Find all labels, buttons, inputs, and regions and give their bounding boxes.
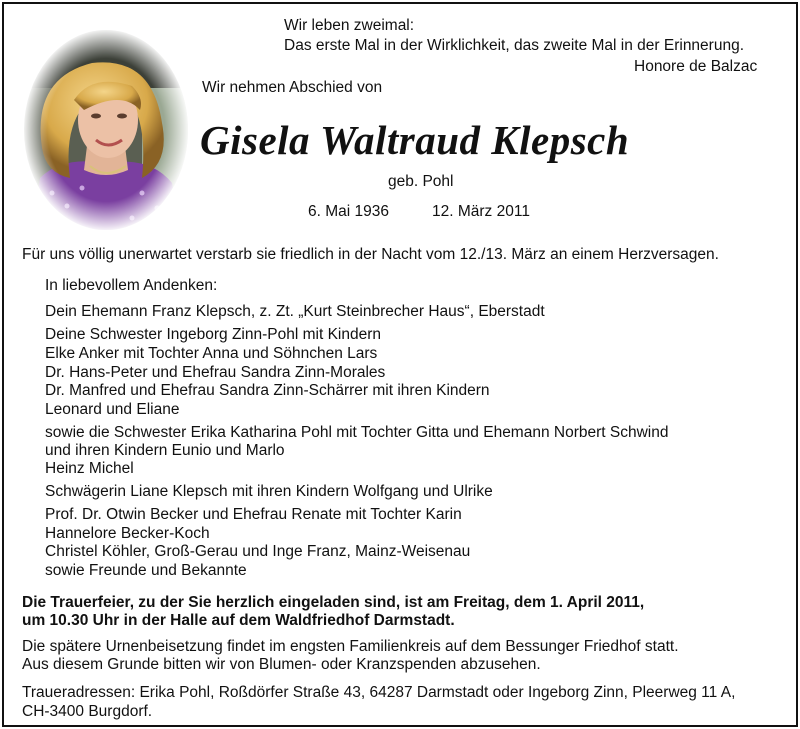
birth-date: 6. Mai 1936	[308, 203, 389, 220]
address-line-2: CH-3400 Burgdorf.	[22, 703, 153, 720]
quote-line-1: Wir leben zweimal:	[284, 17, 415, 34]
address-line-1: Traueradressen: Erika Pohl, Roßdörfer Straße 43, 64287 Darmstadt oder Ingeborg Zinn, Pleerweg 11 A,	[22, 684, 736, 701]
mourner-line: Hannelore Becker-Koch	[45, 525, 210, 542]
quote-author: Honore de Balzac	[634, 58, 758, 75]
mourner-line: Prof. Dr. Otwin Becker und Ehefrau Renate mit Tochter Karin	[45, 506, 462, 523]
mourner-line: Elke Anker mit Tochter Anna und Söhnchen Lars	[45, 345, 378, 362]
mourner-line: sowie die Schwester Erika Katharina Pohl mit Tochter Gitta und Ehemann Norbert Schwind	[45, 424, 669, 441]
quote-line-2: Das erste Mal in der Wirklichkeit, das zweite Mal in der Erinnerung.	[284, 37, 745, 54]
mourner-line: Leonard und Eliane	[45, 401, 180, 418]
mourner-line: Heinz Michel	[45, 460, 134, 477]
urn-line-2: Aus diesem Grunde bitten wir von Blumen- oder Kranzspenden abzusehen.	[22, 656, 541, 673]
funeral-line-2: um 10.30 Uhr in der Halle auf dem Waldfriedhof Darmstadt.	[22, 612, 455, 629]
mourner-line: Schwägerin Liane Klepsch mit ihren Kindern Wolfgang und Ulrike	[45, 483, 493, 500]
mourner-line: Dr. Hans-Peter und Ehefrau Sandra Zinn-Morales	[45, 364, 386, 381]
death-date: 12. März 2011	[432, 203, 530, 220]
mourner-line: Deine Schwester Ingeborg Zinn-Pohl mit Kindern	[45, 326, 382, 343]
mourner-line: Christel Köhler, Groß-Gerau und Inge Franz, Mainz-Weisenau	[45, 543, 471, 560]
deceased-name: Gisela Waltraud Klepsch	[200, 117, 630, 163]
maiden-name: geb. Pohl	[388, 173, 454, 190]
announcement: Für uns völlig unerwartet verstarb sie friedlich in der Nacht vom 12./13. März an einem Herzversagen.	[22, 246, 719, 263]
portrait-photo	[22, 28, 190, 233]
mourner-line: Dr. Manfred und Ehefrau Sandra Zinn-Schärrer mit ihren Kindern	[45, 382, 490, 399]
memory-heading: In liebevollem Andenken:	[45, 277, 218, 294]
urn-line-1: Die spätere Urnenbeisetzung findet im engsten Familienkreis auf dem Bessunger Friedhof statt.	[22, 638, 679, 655]
mourner-line: sowie Freunde und Bekannte	[45, 562, 247, 579]
intro-text: Wir nehmen Abschied von	[202, 79, 383, 96]
funeral-line-1: Die Trauerfeier, zu der Sie herzlich eingeladen sind, ist am Freitag, dem 1. April 2011,	[22, 594, 645, 611]
mourner-line: Dein Ehemann Franz Klepsch, z. Zt. „Kurt Steinbrecher Haus“, Eberstadt	[45, 303, 545, 320]
mourner-line: und ihren Kindern Eunio und Marlo	[45, 442, 285, 459]
